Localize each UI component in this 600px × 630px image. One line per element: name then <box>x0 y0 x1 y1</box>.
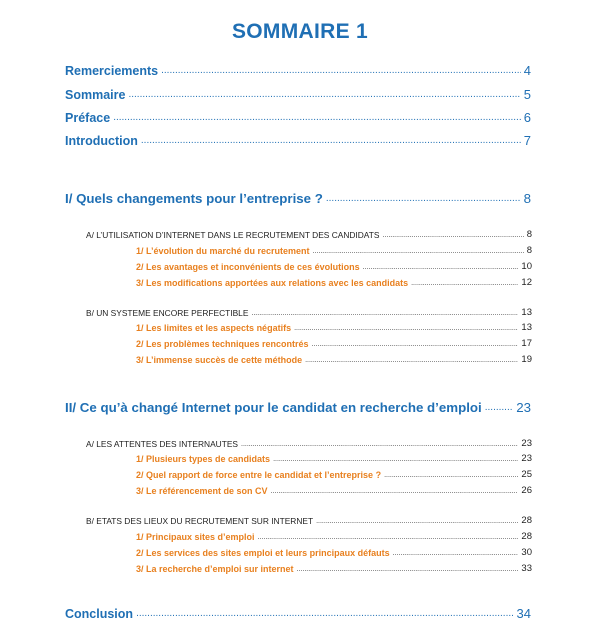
toc-page-number: 7 <box>523 133 531 148</box>
leader-dots <box>313 248 524 255</box>
leader-dots <box>297 566 519 573</box>
toc-page-number: 19 <box>521 354 532 365</box>
toc-subsection[interactable] <box>136 485 532 496</box>
toc-subsection[interactable] <box>136 531 532 542</box>
toc-page-number: 8 <box>526 229 532 240</box>
toc-subsection[interactable] <box>136 453 532 464</box>
toc-label: B/ ETATS DES LIEUX DU RECRUTEMENT SUR INTERNET <box>86 516 314 526</box>
toc-entry-sommaire[interactable] <box>65 87 531 102</box>
leader-dots <box>251 310 518 317</box>
leader-dots <box>294 325 518 332</box>
leader-dots <box>141 135 521 146</box>
leader-dots <box>382 232 523 239</box>
toc-label: 3/ La recherche d’emploi sur internet <box>136 564 294 574</box>
leader-dots <box>128 89 520 100</box>
leader-dots <box>411 280 518 287</box>
toc-label: 3/ Les modifications apportées aux relations avec les candidats <box>136 278 409 288</box>
toc-subsection[interactable] <box>136 322 532 333</box>
toc-label: 2/ Les services des sites emploi et leurs principaux défauts <box>136 548 390 558</box>
toc-subsection[interactable] <box>136 354 532 365</box>
toc-section-2a[interactable] <box>86 438 532 449</box>
toc-page-number: 13 <box>521 322 532 333</box>
toc-page-number: 13 <box>521 307 532 318</box>
toc-page-number: 30 <box>521 547 532 558</box>
toc-page-number: 8 <box>526 245 532 256</box>
toc-label: 1/ Plusieurs types de candidats <box>136 454 271 464</box>
toc-page-number: 28 <box>521 515 532 526</box>
toc-page-number: 23 <box>521 453 532 464</box>
toc-section-1a[interactable] <box>86 229 532 240</box>
leader-dots <box>241 441 518 448</box>
toc-page-number: 10 <box>521 261 532 272</box>
toc-label: A/ LES ATTENTES DES INTERNAUTES <box>86 439 239 449</box>
toc-page-number: 12 <box>521 277 532 288</box>
toc-entry-preface[interactable] <box>65 110 531 125</box>
leader-dots <box>326 193 521 204</box>
toc-subsection[interactable] <box>136 547 532 558</box>
toc-page-number: 17 <box>521 338 532 349</box>
leader-dots <box>161 65 521 76</box>
leader-dots <box>136 608 513 619</box>
toc-page-number: 28 <box>521 531 532 542</box>
toc-label: B/ UN SYSTEME ENCORE PERFECTIBLE <box>86 308 249 318</box>
toc-page-number: 23 <box>516 400 531 415</box>
toc-entry-introduction[interactable] <box>65 133 531 148</box>
toc-label: Sommaire <box>65 88 126 102</box>
leader-dots <box>273 456 518 463</box>
toc-subsection[interactable] <box>136 563 532 574</box>
leader-dots <box>113 112 521 123</box>
toc-label: 2/ Quel rapport de force entre le candidat et l’entreprise ? <box>136 470 382 480</box>
toc-entry-remerciements[interactable] <box>65 63 531 78</box>
toc-page-number: 34 <box>516 606 531 621</box>
toc-part-1[interactable] <box>65 191 531 206</box>
toc-label: A/ L’UTILISATION D’INTERNET DANS LE RECRUTEMENT DES CANDIDATS <box>86 230 380 240</box>
toc-page-number: 5 <box>523 87 531 102</box>
toc-label: Conclusion <box>65 607 134 621</box>
toc-label: Préface <box>65 111 111 125</box>
toc-subsection[interactable] <box>136 245 532 256</box>
toc-label: 1/ Les limites et les aspects négatifs <box>136 323 292 333</box>
page-title: SOMMAIRE 1 <box>231 20 368 43</box>
toc-subsection[interactable] <box>136 338 532 349</box>
toc-page-number: 33 <box>521 563 532 574</box>
toc-page-number: 6 <box>523 110 531 125</box>
leader-dots <box>316 518 518 525</box>
toc-label: I/ Quels changements pour l’entreprise ? <box>65 191 323 206</box>
toc-page-number: 8 <box>523 191 531 206</box>
toc-subsection[interactable] <box>136 261 532 272</box>
toc-page-number: 4 <box>523 63 531 78</box>
leader-dots <box>258 534 519 541</box>
leader-dots <box>393 550 519 557</box>
toc-label: 1/ Principaux sites d’emploi <box>136 532 255 542</box>
toc-label: 2/ Les avantages et inconvénients de ces évolutions <box>136 262 360 272</box>
leader-dots <box>363 264 519 271</box>
toc-label: 3/ Le référencement de son CV <box>136 486 268 496</box>
toc-label: 3/ L’immense succès de cette méthode <box>136 355 303 365</box>
toc-label: Remerciements <box>65 64 159 78</box>
toc-label: II/ Ce qu’à changé Internet pour le candidat en recherche d’emploi <box>65 400 482 415</box>
leader-dots <box>485 402 513 413</box>
toc-section-1b[interactable] <box>86 307 532 318</box>
leader-dots <box>384 472 518 479</box>
toc-page-number: 26 <box>521 485 532 496</box>
leader-dots <box>312 341 519 348</box>
toc-part-2[interactable] <box>65 400 531 415</box>
toc-entry-conclusion[interactable] <box>65 606 531 621</box>
toc-section-2b[interactable] <box>86 515 532 526</box>
leader-dots <box>305 357 518 364</box>
toc-label: Introduction <box>65 134 138 148</box>
toc-page-number: 25 <box>521 469 532 480</box>
toc-subsection[interactable] <box>136 469 532 480</box>
toc-label: 1/ L’évolution du marché du recrutement <box>136 246 310 256</box>
toc-subsection[interactable] <box>136 277 532 288</box>
leader-dots <box>271 488 519 495</box>
toc-label: 2/ Les problèmes techniques rencontrés <box>136 339 309 349</box>
toc-page-number: 23 <box>521 438 532 449</box>
